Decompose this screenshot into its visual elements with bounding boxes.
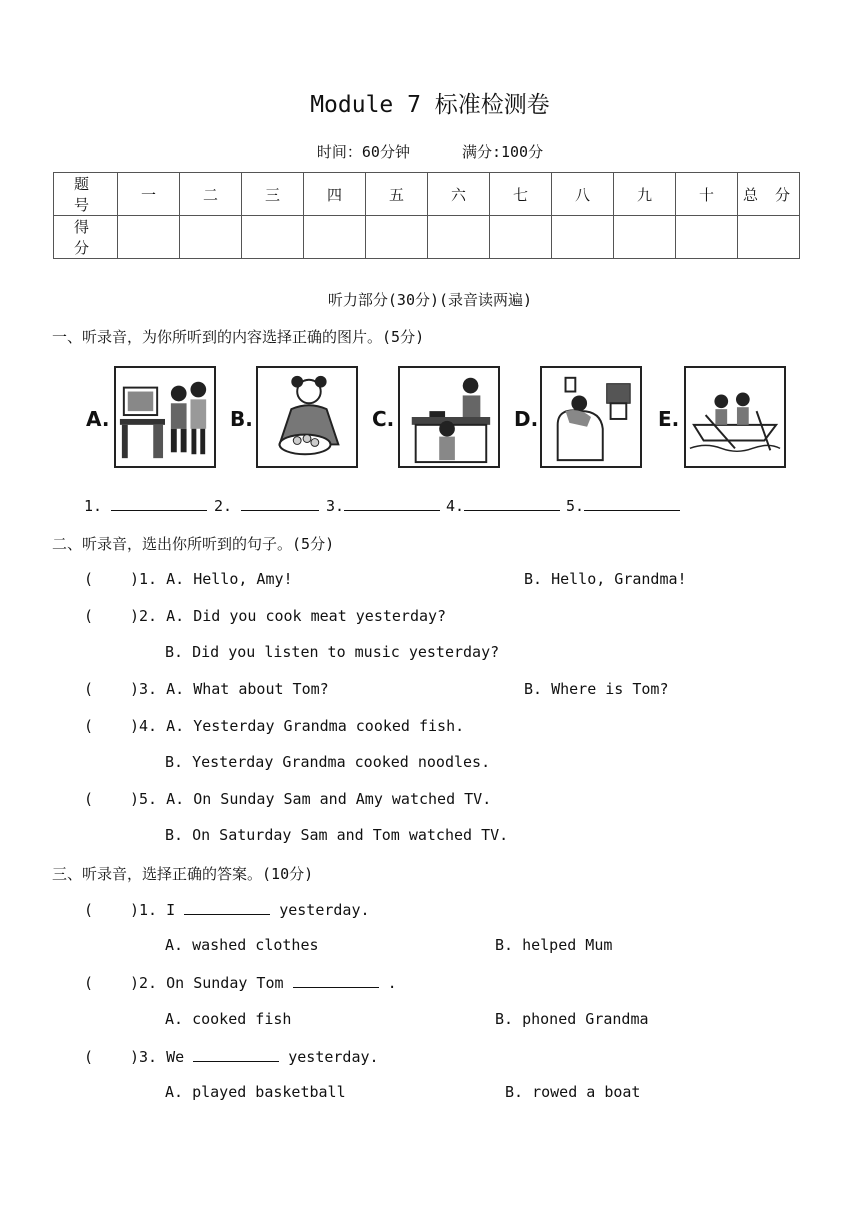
score-col-6: 六 xyxy=(428,173,490,216)
score-col-8: 八 xyxy=(552,173,614,216)
score-col-2: 二 xyxy=(180,173,242,216)
answer-bracket[interactable]: ( xyxy=(84,680,94,698)
part1-heading: 一、听录音，为你所听到的内容选择正确的图片。(5分) xyxy=(52,328,425,346)
score-col-1: 一 xyxy=(118,173,180,216)
score-cell[interactable] xyxy=(180,216,242,259)
score-table xyxy=(53,172,800,259)
listening-section-title: 听力部分(30分)(录音读两遍) xyxy=(327,291,533,309)
picture-letter-d: D. xyxy=(514,407,539,431)
exam-info xyxy=(0,141,860,162)
question-text: On Sunday Tom xyxy=(166,974,284,992)
score-cell[interactable] xyxy=(118,216,180,259)
part3-question-3 xyxy=(84,1047,379,1066)
question-text: yesterday. xyxy=(288,1048,379,1066)
question-number: )1. xyxy=(130,901,158,919)
question-number: )3. xyxy=(130,680,158,698)
question-number: )2. xyxy=(130,607,158,625)
blank-line[interactable] xyxy=(464,496,560,511)
full-score: 满分:100分 xyxy=(461,143,544,161)
part2-question-2 xyxy=(84,607,446,625)
part3-q3-option-b: B. rowed a boat xyxy=(505,1083,641,1101)
blank-line[interactable] xyxy=(241,496,319,511)
option-a: A. What about Tom? xyxy=(166,680,329,698)
score-table-header-row xyxy=(54,173,800,216)
score-cell[interactable] xyxy=(552,216,614,259)
score-table-row-label: 得 分 xyxy=(54,216,118,259)
answer-bracket[interactable]: ( xyxy=(84,901,94,919)
score-col-10: 十 xyxy=(676,173,738,216)
answer-bracket[interactable]: ( xyxy=(84,607,94,625)
picture-d xyxy=(540,366,642,468)
picture-a xyxy=(114,366,216,468)
answer-blank-5 xyxy=(566,496,680,515)
score-cell[interactable] xyxy=(366,216,428,259)
score-cell[interactable] xyxy=(428,216,490,259)
answer-bracket[interactable]: ( xyxy=(84,570,94,588)
picture-letter-e: E. xyxy=(658,407,680,431)
blank-number: 5. xyxy=(566,497,585,515)
part3-heading: 三、听录音，选择正确的答案。(10分) xyxy=(52,865,314,883)
part2-question-3 xyxy=(84,680,329,698)
part3-q1-option-b: B. helped Mum xyxy=(495,936,613,954)
score-cell[interactable] xyxy=(490,216,552,259)
score-col-4: 四 xyxy=(304,173,366,216)
part2-q3-option-b: B. Where is Tom? xyxy=(524,680,669,698)
option-a: A. Yesterday Grandma cooked fish. xyxy=(166,717,465,735)
part2-question-5 xyxy=(84,790,491,808)
picture-c xyxy=(398,366,500,468)
page-title: Module 7 标准检测卷 xyxy=(310,92,550,118)
option-a: A. Did you cook meat yesterday? xyxy=(166,607,447,625)
question-text: I xyxy=(166,901,176,919)
cooking-icon xyxy=(400,368,498,466)
fill-blank[interactable] xyxy=(293,973,379,988)
question-number: )5. xyxy=(130,790,158,808)
answer-bracket[interactable]: ( xyxy=(84,1048,94,1066)
question-text: . xyxy=(387,974,397,992)
part2-question-4 xyxy=(84,717,464,735)
part2-q5-option-b: B. On Saturday Sam and Tom watched TV. xyxy=(165,826,509,844)
score-cell[interactable] xyxy=(676,216,738,259)
time-limit: 时间：60分钟 xyxy=(316,143,410,161)
question-number: )3. xyxy=(130,1048,158,1066)
part3-q2-option-b: B. phoned Grandma xyxy=(495,1010,649,1028)
score-col-9: 九 xyxy=(614,173,676,216)
part2-q1-option-b: B. Hello, Grandma! xyxy=(524,570,687,588)
answer-bracket[interactable]: ( xyxy=(84,717,94,735)
part2-heading: 二、听录音，选出你所听到的句子。(5分) xyxy=(52,535,335,553)
picture-letter-b: B. xyxy=(230,407,253,431)
picture-letter-c: C. xyxy=(372,407,395,431)
part2-q2-option-b: B. Did you listen to music yesterday? xyxy=(165,643,500,661)
picture-b xyxy=(256,366,358,468)
question-number: )4. xyxy=(130,717,158,735)
question-text: We xyxy=(166,1048,185,1066)
score-cell[interactable] xyxy=(304,216,366,259)
picture-letter-a: A. xyxy=(86,407,110,431)
answer-blank-3 xyxy=(326,496,440,515)
picture-e xyxy=(684,366,786,468)
part2-question-1 xyxy=(84,570,293,588)
score-cell[interactable] xyxy=(614,216,676,259)
computer-kids-icon xyxy=(116,368,214,466)
question-text: yesterday. xyxy=(279,901,370,919)
option-a: A. On Sunday Sam and Amy watched TV. xyxy=(166,790,492,808)
option-a: A. Hello, Amy! xyxy=(166,570,293,588)
score-cell[interactable] xyxy=(738,216,800,259)
part3-q3-option-a: A. played basketball xyxy=(165,1083,346,1101)
phoning-icon xyxy=(542,368,640,466)
question-number: )2. xyxy=(130,974,158,992)
answer-bracket[interactable]: ( xyxy=(84,974,94,992)
answer-blank-2 xyxy=(214,496,319,515)
blank-number: 1. xyxy=(84,497,103,515)
blank-line[interactable] xyxy=(344,496,440,511)
score-table-score-row xyxy=(54,216,800,259)
rowing-boat-icon xyxy=(686,368,784,466)
question-number: )1. xyxy=(130,570,158,588)
fill-blank[interactable] xyxy=(184,900,270,915)
blank-number: 3. xyxy=(326,497,345,515)
blank-number: 4. xyxy=(446,497,465,515)
part3-question-1 xyxy=(84,900,370,919)
fill-blank[interactable] xyxy=(193,1047,279,1062)
part3-question-2 xyxy=(84,973,397,992)
answer-blank-4 xyxy=(446,496,560,515)
answer-bracket[interactable]: ( xyxy=(84,790,94,808)
washing-clothes-icon xyxy=(258,368,356,466)
part2-q4-option-b: B. Yesterday Grandma cooked noodles. xyxy=(165,753,491,771)
score-col-5: 五 xyxy=(366,173,428,216)
part3-q1-option-a: A. washed clothes xyxy=(165,936,319,954)
score-table-header-label: 题 号 xyxy=(54,173,118,216)
part3-q2-option-a: A. cooked fish xyxy=(165,1010,292,1028)
answer-blank-1 xyxy=(84,496,207,515)
score-cell[interactable] xyxy=(242,216,304,259)
blank-line[interactable] xyxy=(584,496,680,511)
score-col-total: 总 分 xyxy=(738,173,800,216)
score-col-7: 七 xyxy=(490,173,552,216)
score-col-3: 三 xyxy=(242,173,304,216)
blank-line[interactable] xyxy=(111,496,207,511)
blank-number: 2. xyxy=(214,497,233,515)
